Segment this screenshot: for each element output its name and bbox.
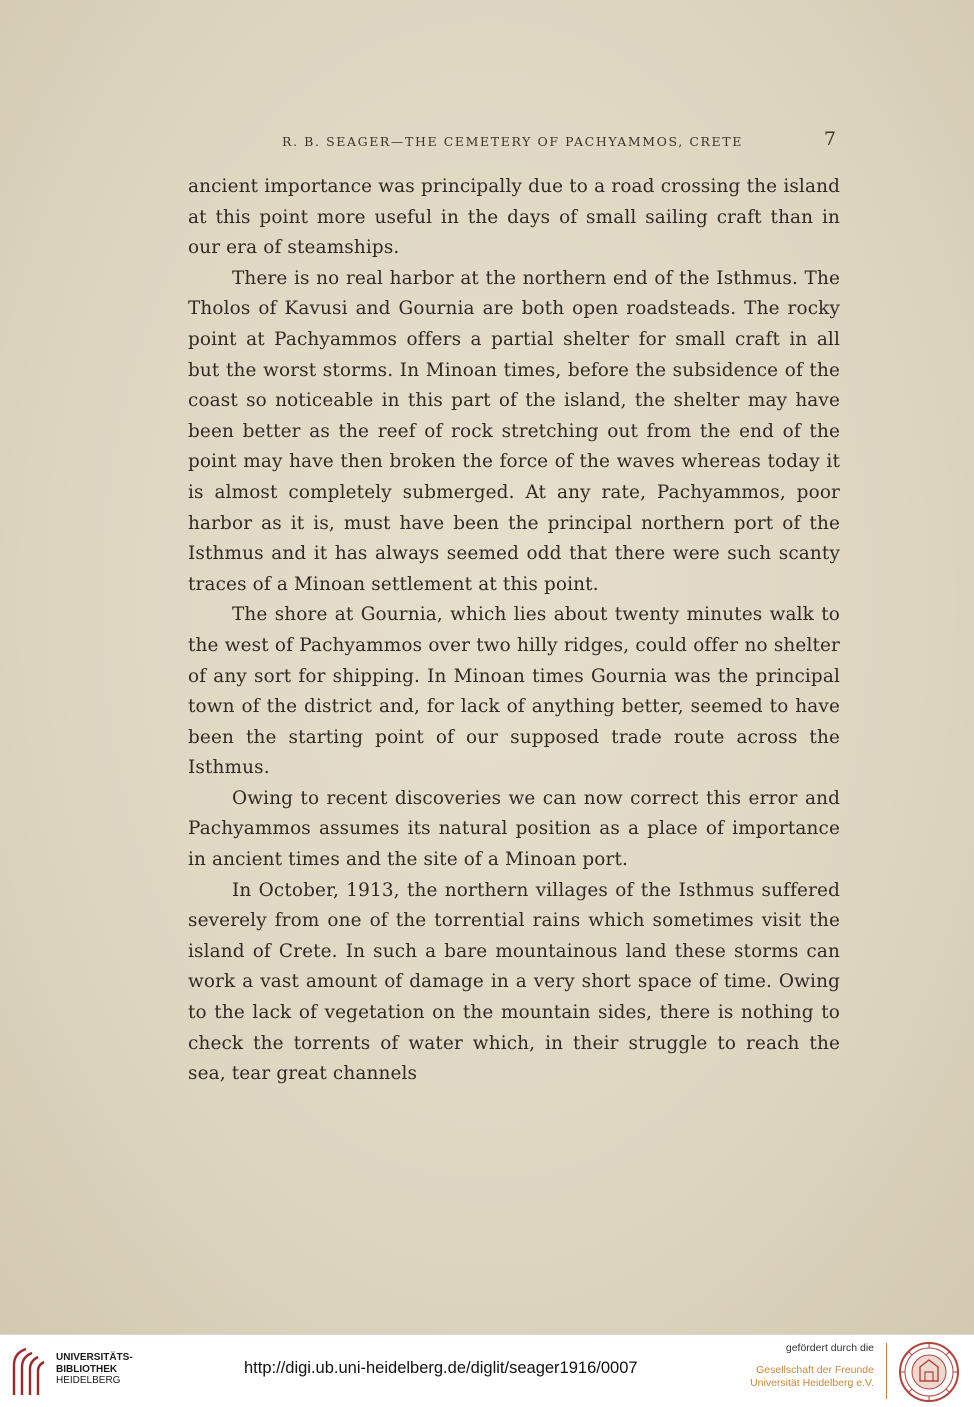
sponsor-label: gefördert durch die bbox=[785, 1342, 874, 1354]
library-name-line: HEIDELBERG bbox=[56, 1375, 121, 1386]
university-seal-icon bbox=[898, 1341, 960, 1403]
paragraph: Owing to recent discoveries we can now correct this error and Pachyammos assumes its natural position as a place of importance in ancient times and the site of a Minoan port. bbox=[188, 787, 840, 871]
footer-divider bbox=[886, 1343, 887, 1399]
library-name-line: UNIVERSITÄTS- bbox=[56, 1352, 133, 1363]
paragraph: ancient importance was principally due to a road crossing the island at this point more useful in the days of small sailing craft than in our era of steamships. bbox=[188, 176, 840, 259]
library-name-line: BIBLIOTHEK bbox=[56, 1363, 118, 1375]
permalink-url[interactable]: http://digi.ub.uni-heidelberg.de/diglit/seager1916/0007 bbox=[244, 1359, 638, 1377]
sponsor-block bbox=[750, 1342, 874, 1390]
paragraph: In October, 1913, the northern villages of the Isthmus suffered severely from one of the torrential rains which sometimes visit the island of Crete. In such a bare mountainous land these storms can work a vast amount of damage in a very short space of time. Owing to the lack of vegetation on the mountain sides, there is nothing to check the torrents of water which, in their struggle to reach the sea, tear great channels bbox=[188, 879, 840, 1085]
library-name bbox=[56, 1352, 133, 1387]
paragraph: There is no real harbor at the northern end of the Isthmus. The Tholos of Kavusi and Gournia are both open roadsteads. The rocky point at Pachyammos offers a partial shelter for small craft in all but the worst storms. In Minoan times, before the subsidence of the coast so noticeable in this part of the island, the shelter may have been better as the reef of rock stretching out from the end of the point may have then broken the force of the waves whereas today it is almost completely submerged. At any rate, Pachyammos, poor harbor as it is, must have been the principal northern port of the Isthmus and it has always seemed odd that there were such scanty traces of a Minoan settlement at this point. bbox=[188, 267, 840, 595]
footer-bar bbox=[0, 1334, 974, 1407]
sponsor-name-line: Universität Heidelberg e.V. bbox=[750, 1377, 874, 1389]
running-head-title: R. B. SEAGER—THE CEMETERY OF PACHYAMMOS, CRETE bbox=[282, 134, 743, 149]
body-text bbox=[188, 172, 840, 1090]
university-library-logo-icon bbox=[10, 1345, 50, 1397]
page-number: 7 bbox=[823, 128, 836, 150]
paragraph: The shore at Gournia, which lies about twenty minutes walk to the west of Pachyammos over two hilly ridges, could offer no shelter of any sort for shipping. In Minoan times Gournia was the principal town of the district and, for lack of anything better, seemed to have been the starting point of our supposed trade route across the Isthmus. bbox=[188, 604, 840, 779]
sponsor-name-line: Gesellschaft der Freunde bbox=[756, 1364, 874, 1376]
